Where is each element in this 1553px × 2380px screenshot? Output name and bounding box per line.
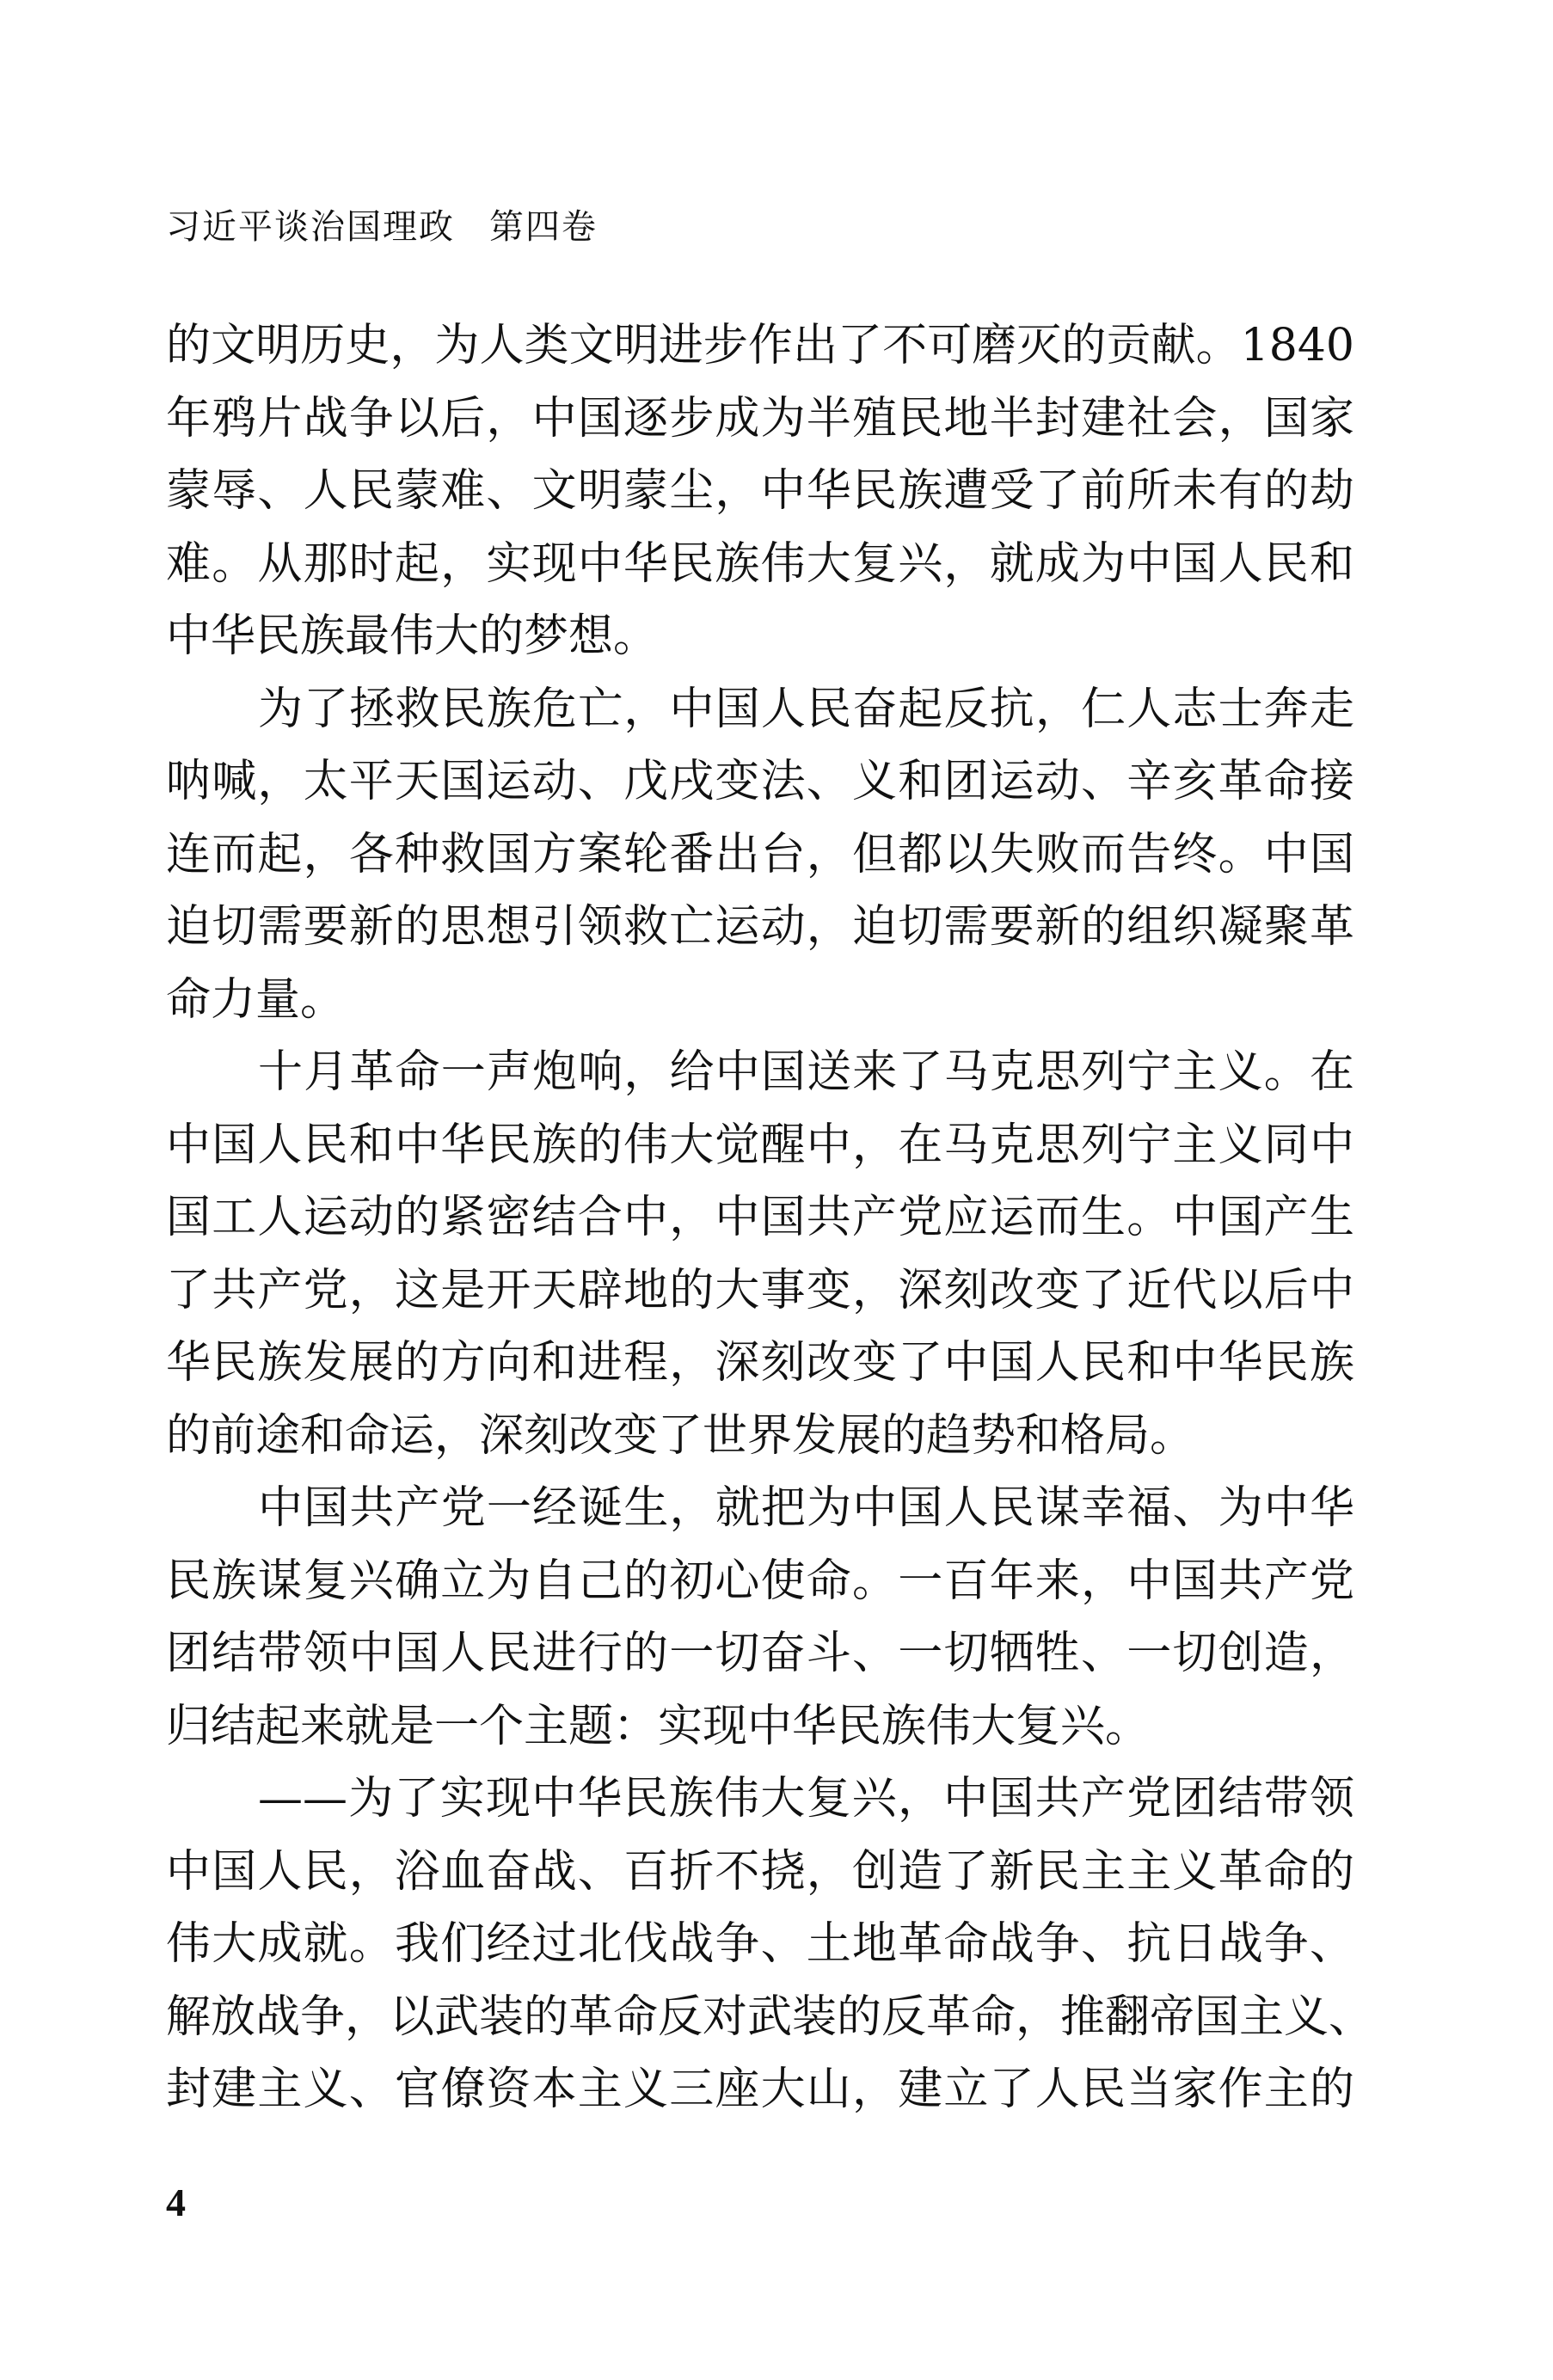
- text-line: 连而起，各种救国方案轮番出台，但都以失败而告终。中国: [166, 828, 1354, 880]
- text-line: 中华民族最伟大的梦想。: [166, 610, 659, 662]
- text-line: 中国人民和中华民族的伟大觉醒中，在马克思列宁主义同中: [166, 1119, 1354, 1171]
- text-line: 的前途和命运，深刻改变了世界发展的趋势和格局。: [166, 1409, 1195, 1462]
- text-line: 的文明历史，为人类文明进步作出了不可磨灭的贡献。1840: [166, 320, 1354, 371]
- book-title: 习近平谈治国理政: [166, 207, 455, 247]
- paragraph-first-line: 中国共产党一经诞生，就把为中国人民谋幸福、为中华: [258, 1482, 1354, 1534]
- text-line: 迫切需要新的思想引领救亡运动，迫切需要新的组织凝聚革: [166, 901, 1354, 953]
- text-line: 归结起来就是一个主题：实现中华民族伟大复兴。: [166, 1700, 1151, 1752]
- text-line: 伟大成就。我们经过北伐战争、土地革命战争、抗日战争、: [166, 1918, 1354, 1970]
- body-text: [166, 310, 1374, 2126]
- text-line: 封建主义、官僚资本主义三座大山，建立了人民当家作主的: [166, 2064, 1354, 2115]
- text-line: 团结带领中国人民进行的一切奋斗、一切牺牲、一切创造，: [166, 1628, 1354, 1679]
- paragraph-first-line: ——为了实现中华民族伟大复兴，中国共产党团结带领: [258, 1773, 1354, 1825]
- paragraph-first-line: 十月革命一声炮响，给中国送来了马克思列宁主义。在: [258, 1046, 1354, 1098]
- running-header: [166, 199, 598, 248]
- text-line: 呐喊，太平天国运动、戊戌变法、义和团运动、辛亥革命接: [166, 756, 1354, 807]
- text-line: 蒙辱、人民蒙难、文明蒙尘，中华民族遭受了前所未有的劫: [166, 465, 1354, 517]
- page-number: 4: [166, 2181, 186, 2224]
- text-line: 命力量。: [166, 973, 346, 1026]
- text-line: 华民族发展的方向和进程，深刻改变了中国人民和中华民族: [166, 1337, 1354, 1389]
- text-line: 中国人民，浴血奋战、百折不挠，创造了新民主主义革命的: [166, 1845, 1354, 1898]
- text-line: 解放战争，以武装的革命反对武装的反革命，推翻帝国主义、: [166, 1990, 1374, 2043]
- text-line: 民族谋复兴确立为自己的初心使命。一百年来，中国共产党: [166, 1555, 1354, 1607]
- text-line: 了共产党，这是开天辟地的大事变，深刻改变了近代以后中: [166, 1264, 1354, 1316]
- text-line: 难。从那时起，实现中华民族伟大复兴，就成为中国人民和: [166, 537, 1354, 590]
- paragraph-first-line: 为了拯救民族危亡，中国人民奋起反抗，仁人志士奔走: [258, 683, 1354, 735]
- volume-label: 第四卷: [489, 207, 598, 247]
- text-line: 年鸦片战争以后，中国逐步成为半殖民地半封建社会，国家: [166, 392, 1354, 445]
- text-line: 国工人运动的紧密结合中，中国共产党应运而生。中国产生: [166, 1192, 1354, 1243]
